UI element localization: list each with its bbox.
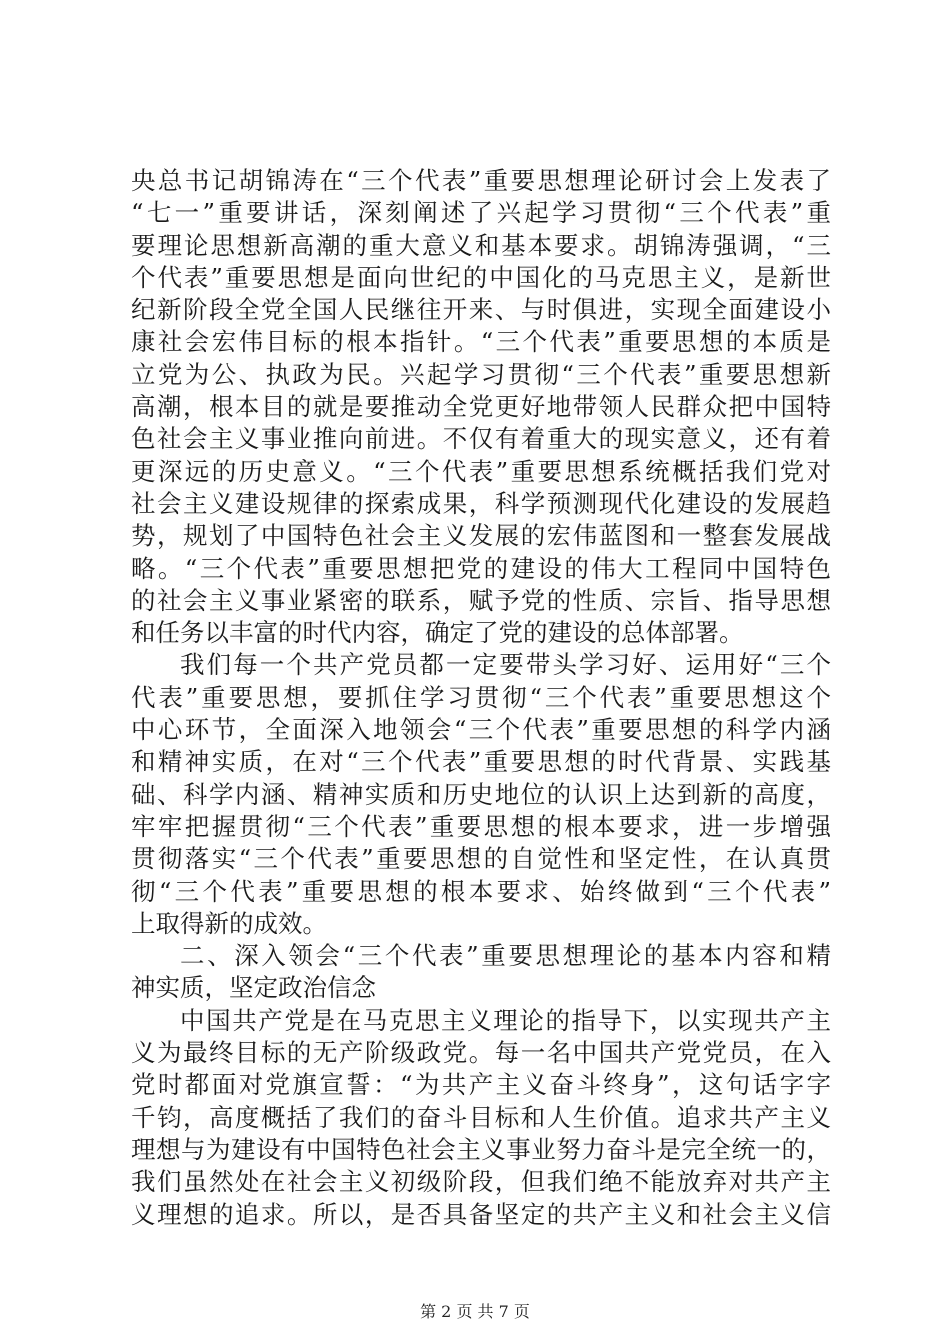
text-line: 要理论思想新高潮的重大意义和基本要求。胡锦涛强调，“三 [131,230,831,260]
text-line: 党时都面对党旗宣誓：“为共产主义奋斗终身”，这句话字字 [131,1070,831,1100]
page-footer: 第 2 页 共 7 页 [420,1302,530,1321]
text-line: 上取得新的成效。 [131,908,327,938]
text-line: 中心环节，全面深入地领会“三个代表”重要思想的科学内涵 [131,715,831,745]
text-line: 义理想的追求。所以，是否具备坚定的共产主义和社会主义信 [131,1199,831,1229]
text-line: 康社会宏伟目标的根本指针。“三个代表”重要思想的本质是 [131,327,831,357]
text-line: 彻“三个代表”重要思想的根本要求、始终做到“三个代表” [131,876,831,906]
text-line: 社会主义建设规律的探索成果，科学预测现代化建设的发展趋 [131,488,831,518]
section-heading-line: 神实质，坚定政治信念 [131,973,376,1003]
text-line: 色社会主义事业推向前进。不仅有着重大的现实意义，还有着 [131,424,831,454]
text-line: 个代表”重要思想是面向世纪的中国化的马克思主义，是新世 [131,262,831,292]
text-line: 和精神实质，在对“三个代表”重要思想的时代背景、实践基 [131,747,831,777]
text-line: 更深远的历史意义。“三个代表”重要思想系统概括我们党对 [131,456,831,486]
text-line: 和任务以丰富的时代内容，确定了党的建设的总体部署。 [131,618,744,648]
text-line: 的社会主义事业紧密的联系，赋予党的性质、宗旨、指导思想 [131,585,831,615]
text-line: 千钧，高度概括了我们的奋斗目标和人生价值。追求共产主义 [131,1102,831,1132]
section-heading-line: 二、深入领会“三个代表”重要思想理论的基本内容和精 [180,941,831,971]
text-line: 略。“三个代表”重要思想把党的建设的伟大工程同中国特色 [131,553,831,583]
text-line: 央总书记胡锦涛在“三个代表”重要思想理论研讨会上发表了 [131,166,831,195]
text-line: 义为最终目标的无产阶级政党。每一名中国共产党党员，在入 [131,1038,831,1068]
text-line: 代表”重要思想，要抓住学习贯彻“三个代表”重要思想这个 [131,682,831,712]
text-line: “七一”重要讲话，深刻阐述了兴起学习贯彻“三个代表”重 [131,198,831,228]
text-line: 我们每一个共产党员都一定要带头学习好、运用好“三个 [180,650,831,680]
body-text [131,165,831,1231]
text-line: 贯彻落实“三个代表”重要思想的自觉性和坚定性，在认真贯 [131,844,831,874]
text-line: 纪新阶段全党全国人民继往开来、与时俱进，实现全面建设小 [131,295,831,325]
text-line: 中国共产党是在马克思主义理论的指导下，以实现共产主 [180,1005,831,1035]
text-line: 牢牢把握贯彻“三个代表”重要思想的根本要求，进一步增强 [131,811,831,841]
text-line: 础、科学内涵、精神实质和历史地位的认识上达到新的高度， [131,779,831,809]
text-line: 立党为公、执政为民。兴起学习贯彻“三个代表”重要思想新 [131,359,831,389]
text-line: 理想与为建设有中国特色社会主义事业努力奋斗是完全统一的， [131,1134,831,1164]
text-line: 我们虽然处在社会主义初级阶段，但我们绝不能放弃对共产主 [131,1167,831,1197]
text-line: 高潮，根本目的就是要推动全党更好地带领人民群众把中国特 [131,392,831,422]
text-line: 势，规划了中国特色社会主义发展的宏伟蓝图和一整套发展战 [131,521,831,551]
